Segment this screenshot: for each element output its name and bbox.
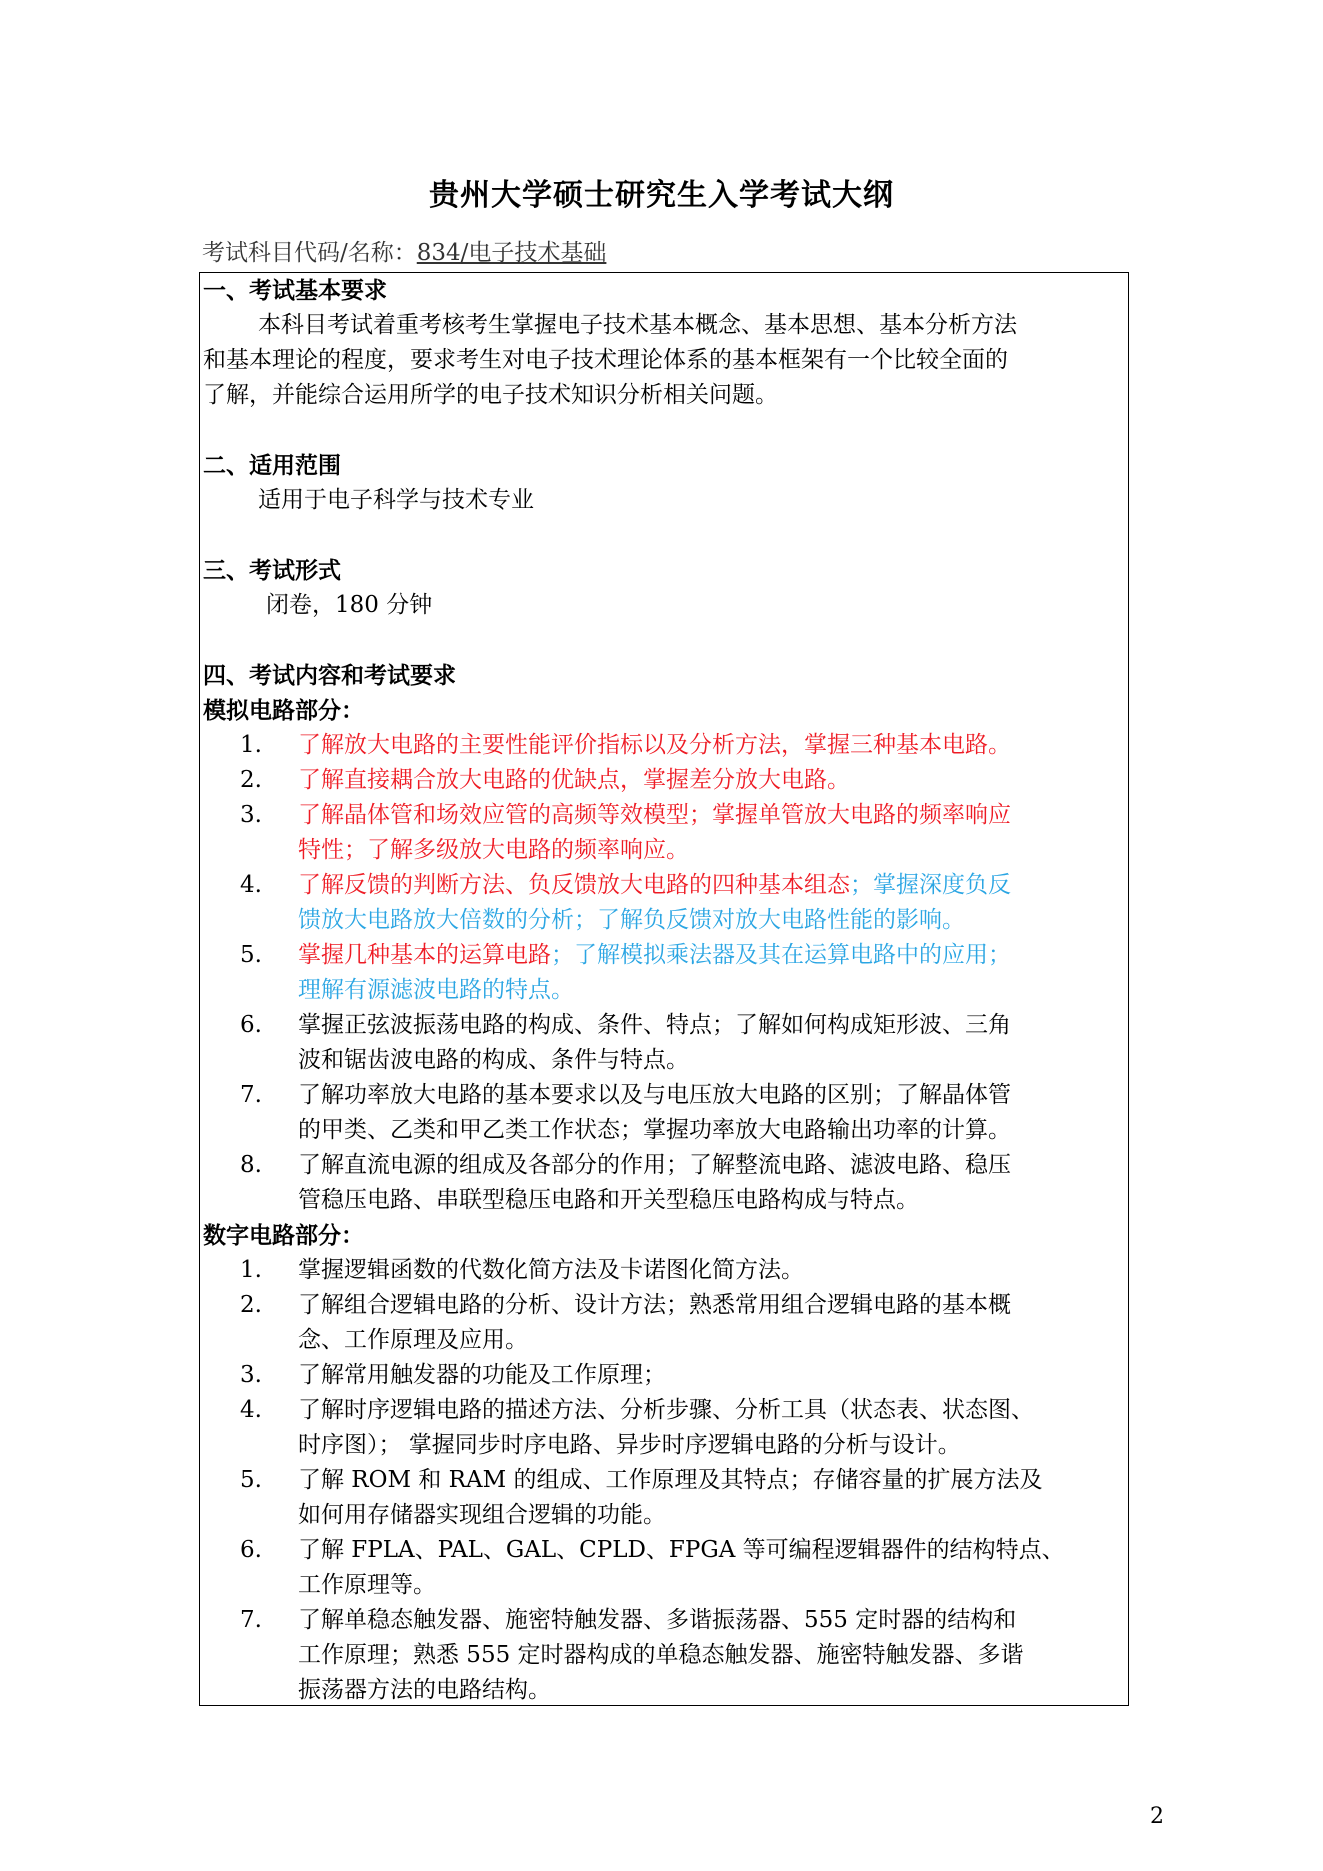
analog-item-segment: 掌握正弦波振荡电路的构成、条件、特点；了解如何构成矩形波、三角 [298,1012,1011,1038]
analog-item-segment: ；掌握深度负反 [850,872,1011,898]
digital-item-line: 了解组合逻辑电路的分析、设计方法；熟悉常用组合逻辑电路的基本概 [298,1292,1011,1318]
analog-heading: 模拟电路部分： [203,697,364,724]
analog-item-segment: 了解直流电源的组成及各部分的作用；了解整流电路、滤波电路、稳压 [298,1152,1011,1178]
scope-text: 适用于电子科学与技术专业 [258,487,534,513]
analog-item-number: 2. [240,767,262,793]
analog-item-number: 3. [240,802,262,828]
digital-item-number: 7. [240,1607,262,1633]
analog-item-segment: 了解晶体管和场效应管的高频等效模型；掌握单管放大电路的频率响应 [298,802,1011,828]
analog-item-line [298,1183,919,1218]
analog-item-line [298,1148,1011,1183]
requirements-line-3: 了解，并能综合运用所学的电子技术知识分析相关问题。 [203,382,778,408]
analog-item-line [298,1113,1011,1148]
subject-line [202,237,606,269]
page-number: 2 [1150,1804,1164,1829]
analog-item-line [298,763,850,798]
digital-item-line: 振荡器方法的电路结构。 [298,1677,551,1703]
analog-item-line [298,798,1011,833]
digital-item-number: 4. [240,1397,262,1423]
analog-item-segment: 了解放大电路的主要性能评价指标以及分析方法，掌握三种基本电路。 [298,732,1011,758]
subject-value: 834/电子技术基础 [416,240,607,266]
digital-item-line: 了解时序逻辑电路的描述方法、分析步骤、分析工具（状态表、状态图、 [298,1397,1034,1423]
analog-item-segment: 了解直接耦合放大电路的优缺点，掌握差分放大电路。 [298,767,850,793]
digital-item-line: 了解单稳态触发器、施密特触发器、多谐振荡器、555 定时器的结构和 [298,1607,1017,1633]
requirements-line-2: 和基本理论的程度，要求考生对电子技术理论体系的基本框架有一个比较全面的 [203,347,1008,373]
form-text: 闭卷，180 分钟 [266,592,433,618]
analog-item-number: 4. [240,872,262,898]
digital-item-number: 3. [240,1362,262,1388]
analog-item-number: 6. [240,1012,262,1038]
subject-label: 考试科目代码/名称： [202,240,417,266]
analog-item-line [298,833,689,868]
analog-item-line [298,973,574,1008]
requirements-line-1: 本科目考试着重考核考生掌握电子技术基本概念、基本思想、基本分析方法 [258,312,1017,338]
digital-item-line: 工作原理；熟悉 555 定时器构成的单稳态触发器、施密特触发器、多谐 [298,1642,1024,1668]
analog-item-number: 8. [240,1152,262,1178]
analog-item-line [298,1078,1011,1113]
analog-item-segment: 理解有源滤波电路的特点。 [298,977,574,1003]
analog-item-segment: 掌握几种基本的运算电路 [298,942,551,968]
digital-item-line: 了解 ROM 和 RAM 的组成、工作原理及其特点；存储容量的扩展方法及 [298,1467,1043,1493]
digital-item-line: 如何用存储器实现组合逻辑的功能。 [298,1502,666,1528]
digital-item-number: 2. [240,1292,262,1318]
analog-item-segment: 的甲类、乙类和甲乙类工作状态；掌握功率放大电路输出功率的计算。 [298,1117,1011,1143]
analog-item-segment: 了解反馈的判断方法、负反馈放大电路的四种基本组态 [298,872,850,898]
page-title: 贵州大学硕士研究生入学考试大纲 [429,178,894,213]
digital-item-line: 时序图）； 掌握同步时序电路、异步时序逻辑电路的分析与设计。 [298,1432,961,1458]
digital-item-number: 1. [240,1257,262,1283]
analog-item-segment: 馈放大电路放大倍数的分析；了解负反馈对放大电路性能的影响。 [298,907,965,933]
section-heading-content: 四、考试内容和考试要求 [203,662,456,689]
analog-item-number: 5. [240,942,262,968]
analog-item-segment: 波和锯齿波电路的构成、条件与特点。 [298,1047,689,1073]
analog-item-segment: ；了解模拟乘法器及其在运算电路中的应用； [551,942,1011,968]
digital-item-number: 5. [240,1467,262,1493]
analog-item-number: 7. [240,1082,262,1108]
analog-item-segment: 特性；了解多级放大电路的频率响应。 [298,837,689,863]
digital-item-line: 了解常用触发器的功能及工作原理； [298,1362,666,1388]
digital-item-number: 6. [240,1537,262,1563]
digital-item-line: 工作原理等。 [298,1572,436,1598]
section-heading-scope: 二、适用范围 [203,452,341,479]
analog-item-line [298,938,1011,973]
digital-heading: 数字电路部分： [203,1222,364,1249]
analog-item-segment: 管稳压电路、串联型稳压电路和开关型稳压电路构成与特点。 [298,1187,919,1213]
analog-item-line [298,1043,689,1078]
analog-item-line [298,903,965,938]
analog-item-line [298,1008,1011,1043]
section-heading-requirements: 一、考试基本要求 [203,277,387,304]
analog-item-number: 1. [240,732,262,758]
section-heading-form: 三、考试形式 [203,557,341,584]
analog-item-line [298,728,1011,763]
digital-item-line: 了解 FPLA、PAL、GAL、CPLD、FPGA 等可编程逻辑器件的结构特点、 [298,1537,1065,1563]
digital-item-line: 掌握逻辑函数的代数化简方法及卡诺图化简方法。 [298,1257,804,1283]
digital-item-line: 念、工作原理及应用。 [298,1327,528,1353]
analog-item-line [298,868,1011,903]
content-box [199,272,1129,1706]
analog-item-segment: 了解功率放大电路的基本要求以及与电压放大电路的区别；了解晶体管 [298,1082,1011,1108]
